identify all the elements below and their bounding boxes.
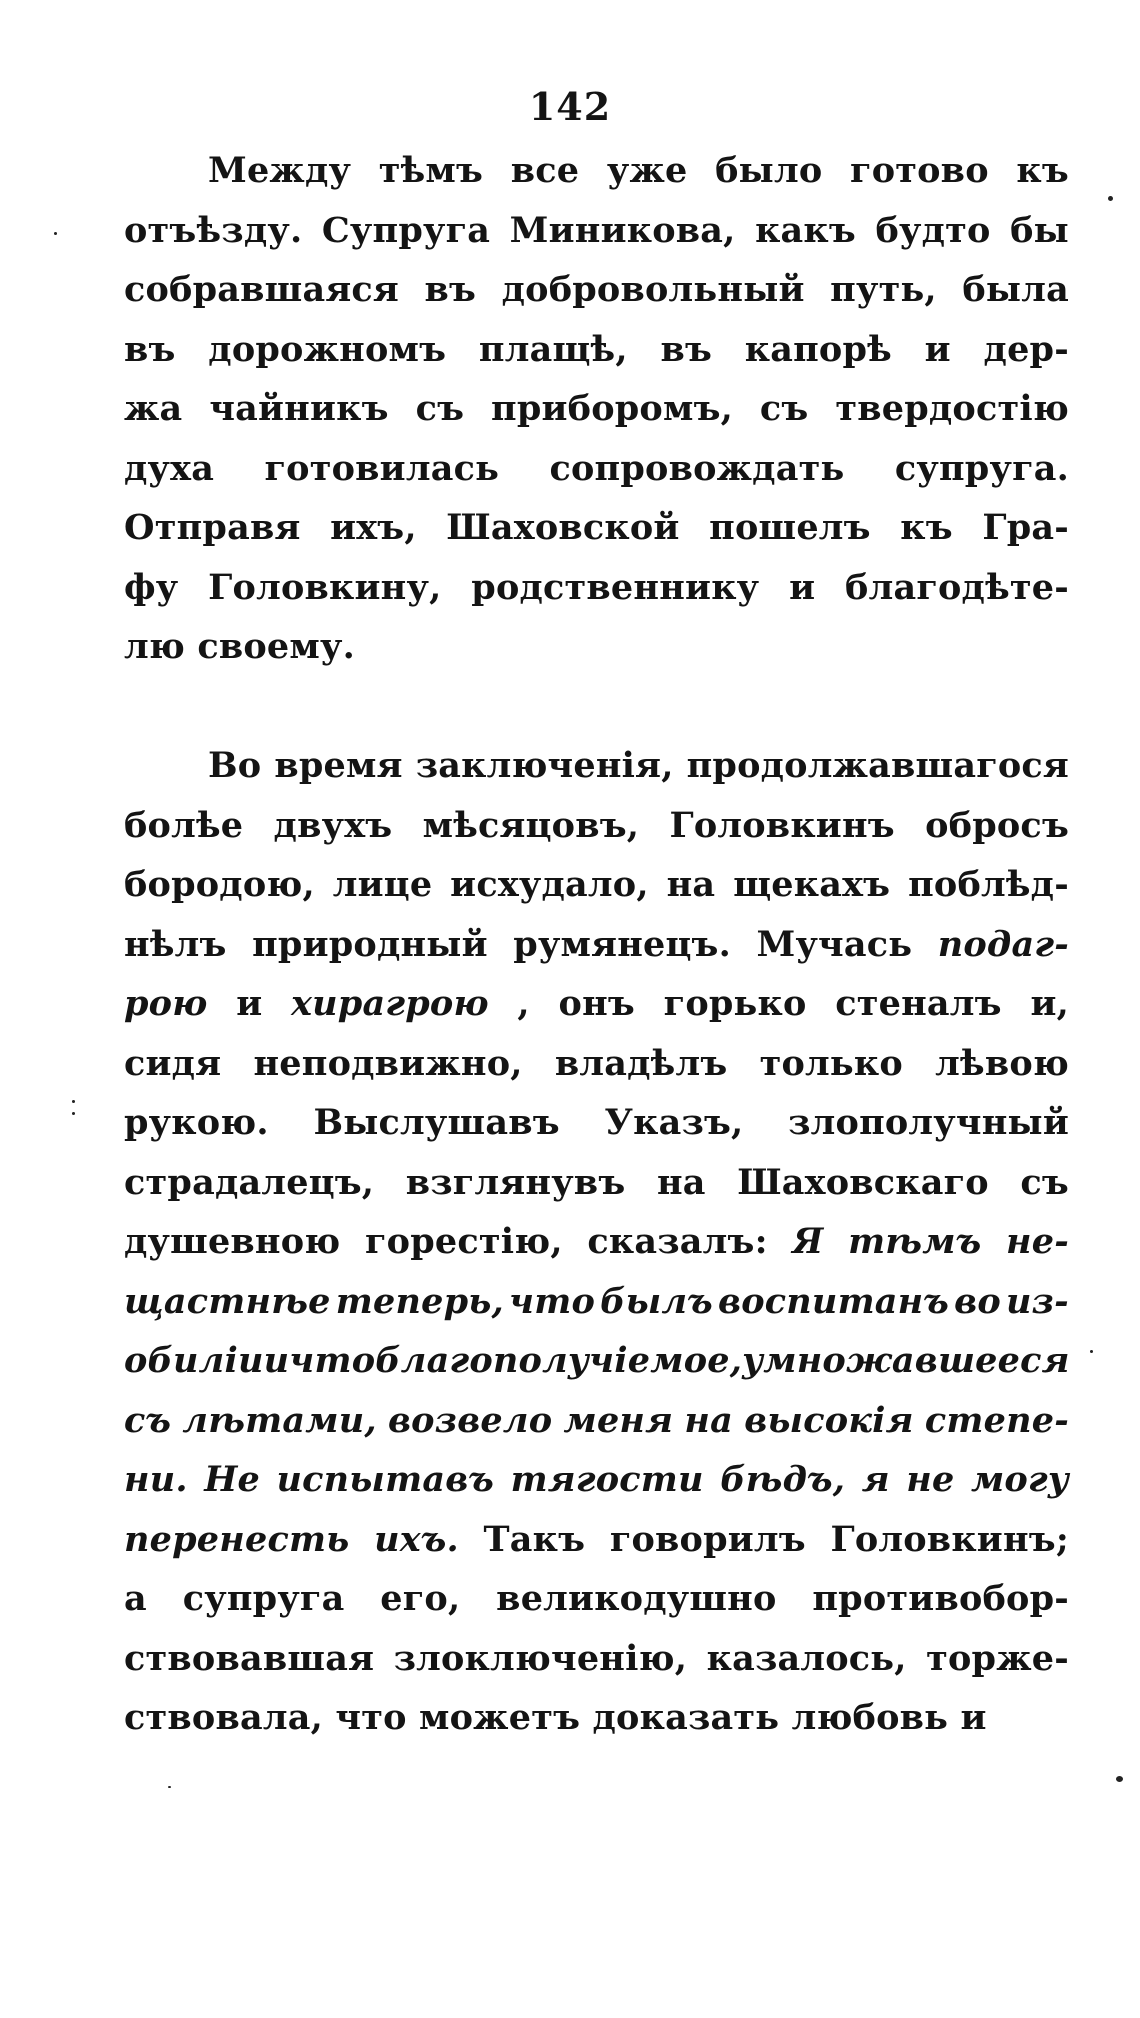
word: казалось,	[706, 1637, 907, 1679]
word: румянецъ.	[513, 923, 731, 965]
word: двухъ	[273, 804, 393, 846]
word: душевною	[124, 1221, 341, 1262]
word: бѣдъ,	[720, 1459, 846, 1500]
word: и	[960, 1697, 987, 1738]
word: дорожномъ	[208, 328, 447, 370]
text-line	[124, 1519, 1069, 1579]
word: въ	[660, 328, 713, 370]
word: приборомъ,	[491, 388, 734, 429]
word: Я	[792, 1221, 824, 1262]
word: умножавшееся	[742, 1340, 1070, 1381]
page-number: 142	[528, 84, 612, 129]
word: мѣсяцовъ,	[422, 804, 640, 846]
word: что	[289, 1340, 376, 1381]
word: подаг-	[937, 923, 1069, 965]
word: я	[861, 1459, 890, 1500]
word: супруга.	[894, 447, 1069, 489]
text-line	[124, 448, 1069, 508]
word: сопровождать	[549, 447, 845, 489]
word: лѣвою	[935, 1042, 1069, 1084]
scan-speck	[54, 232, 57, 235]
word: благодѣте-	[845, 566, 1069, 608]
text-line	[124, 1638, 1069, 1698]
paragraph-1	[124, 150, 1069, 686]
word: владѣлъ	[554, 1042, 728, 1084]
word: будто	[875, 209, 991, 251]
word: и	[789, 566, 816, 608]
word: твердостію	[835, 388, 1069, 429]
word: природный	[252, 923, 488, 965]
word: все	[510, 150, 580, 191]
word: была	[962, 269, 1069, 310]
text-line	[124, 1162, 1069, 1222]
word: былъ	[600, 1280, 713, 1322]
text-line	[124, 1340, 1069, 1400]
word: и,	[1030, 983, 1069, 1024]
scan-speck	[72, 1100, 75, 1103]
word: время	[274, 745, 403, 786]
word: любовь	[791, 1697, 949, 1738]
word: и	[924, 328, 951, 370]
text-line	[124, 1459, 1069, 1519]
word: обросъ	[925, 804, 1069, 846]
word: воспитанъ	[718, 1280, 950, 1322]
word: на	[684, 1399, 733, 1441]
word: не	[906, 1459, 955, 1500]
text-line	[124, 983, 1069, 1043]
word: продолжавшагося	[686, 745, 1069, 786]
word: Шаховской	[446, 507, 680, 548]
word: капорѣ	[744, 328, 892, 370]
text-line	[124, 507, 1069, 567]
word: сидя	[124, 1042, 222, 1084]
word: поблѣд-	[908, 864, 1069, 905]
word: съ	[415, 388, 465, 429]
word: Мучась	[756, 923, 913, 965]
word: Указъ,	[604, 1102, 744, 1143]
word: бы	[1010, 209, 1069, 251]
word: къ	[1016, 150, 1069, 191]
word: во	[954, 1280, 1001, 1322]
word: ствовала,	[124, 1697, 323, 1738]
scan-speck	[72, 1112, 75, 1115]
word: злополучный	[788, 1102, 1069, 1143]
word: взглянувъ	[405, 1161, 626, 1203]
word: можетъ	[419, 1697, 581, 1738]
word: на	[656, 1161, 706, 1203]
word: Головкинъ;	[830, 1518, 1069, 1560]
text-line	[124, 329, 1069, 389]
word: торже-	[926, 1637, 1069, 1679]
word: страдалецъ,	[124, 1161, 375, 1203]
word: его,	[380, 1578, 461, 1619]
word: путь,	[830, 269, 937, 310]
text-line	[124, 1697, 1069, 1757]
word: въ	[424, 269, 477, 310]
word: добровольный	[501, 269, 805, 310]
word: было	[715, 150, 823, 191]
word: рукою.	[124, 1102, 269, 1143]
word: готовилась	[264, 447, 500, 489]
word: фу	[124, 566, 179, 608]
word: щастнѣе	[124, 1280, 331, 1322]
word: не-	[1006, 1221, 1069, 1262]
word: жа	[124, 388, 183, 429]
word: плащѣ,	[478, 328, 628, 370]
word: хирагрою	[291, 983, 489, 1024]
text-line	[124, 805, 1069, 865]
word: тягости	[510, 1459, 704, 1500]
word: сказалъ:	[587, 1221, 768, 1262]
text-line	[124, 269, 1069, 329]
text-line	[124, 567, 1069, 627]
word: Шаховскаго	[737, 1161, 989, 1203]
word: высокія	[744, 1399, 914, 1441]
word: говорилъ	[609, 1518, 806, 1560]
word: ствовавшая	[124, 1637, 375, 1679]
word: и	[236, 983, 263, 1024]
text-line	[124, 626, 1069, 686]
word: Гра-	[982, 507, 1069, 548]
word: своему.	[197, 626, 355, 667]
word: великодушно	[496, 1578, 777, 1619]
word: и	[263, 1340, 290, 1381]
word: Миникова,	[509, 209, 736, 251]
text-line	[124, 1281, 1069, 1341]
word: заключенія,	[415, 745, 674, 786]
word: что	[509, 1280, 596, 1322]
text-line	[124, 745, 1069, 805]
word: из-	[1006, 1280, 1069, 1322]
text-line	[124, 1578, 1069, 1638]
word: родственнику	[471, 566, 760, 608]
word: бородою,	[124, 864, 315, 905]
word: горько	[663, 983, 807, 1024]
text-line	[124, 388, 1069, 448]
word: рою	[124, 983, 208, 1024]
word: Между	[208, 150, 352, 191]
word: съ	[124, 1399, 172, 1441]
word: супруга	[182, 1578, 345, 1619]
word: исхудало,	[450, 864, 649, 905]
scan-speck	[1090, 1350, 1093, 1353]
word: лице	[332, 864, 433, 905]
word: щекахъ	[733, 864, 891, 905]
text-line	[124, 1043, 1069, 1103]
word: ,	[517, 983, 530, 1024]
scan-speck	[1108, 196, 1113, 201]
word: Выслушавъ	[313, 1102, 560, 1143]
word: возвело	[387, 1399, 553, 1441]
text-line	[124, 1102, 1069, 1162]
word: готово	[850, 150, 989, 191]
word: съ	[1020, 1161, 1069, 1203]
word: перенесть	[124, 1518, 350, 1560]
text-line	[124, 864, 1069, 924]
text-line	[124, 210, 1069, 270]
word: нѣлъ	[124, 923, 227, 965]
scan-speck	[1116, 1776, 1123, 1782]
word: духа	[124, 447, 215, 489]
word: ихъ.	[374, 1518, 459, 1560]
word: онъ	[558, 983, 635, 1024]
word: благополучіе	[375, 1340, 651, 1381]
word: болѣе	[124, 804, 244, 846]
word: въ	[124, 328, 176, 370]
word: Во	[208, 745, 262, 786]
word: могу	[970, 1459, 1069, 1500]
word: испытавъ	[276, 1459, 495, 1500]
word: степе-	[924, 1399, 1069, 1441]
paragraph-2	[124, 745, 1069, 1757]
word: Не	[204, 1459, 260, 1500]
word: къ	[900, 507, 953, 548]
word: ихъ,	[330, 507, 417, 548]
scan-speck	[168, 1786, 171, 1788]
word: уже	[606, 150, 688, 191]
word: тѣмъ	[378, 150, 484, 191]
word: отъѣзду.	[124, 209, 303, 251]
word: на	[666, 864, 716, 905]
word: а	[124, 1578, 147, 1619]
word: съ	[759, 388, 809, 429]
word: ни.	[124, 1459, 188, 1500]
word: меня	[563, 1399, 674, 1441]
word: Отправя	[124, 507, 301, 548]
word: пошелъ	[709, 507, 871, 548]
word: лѣтами,	[182, 1399, 377, 1441]
text-line	[124, 1221, 1069, 1281]
word: доказать	[592, 1697, 780, 1738]
word: обиліи	[124, 1340, 264, 1381]
word: Супруга	[321, 209, 491, 251]
word: чайникъ	[209, 388, 389, 429]
word: лю	[124, 626, 185, 667]
word: неподвижно,	[253, 1042, 523, 1084]
text-line	[124, 924, 1069, 984]
word: что	[335, 1697, 407, 1738]
word: только	[759, 1042, 903, 1084]
word: тѣмъ	[848, 1221, 982, 1262]
word: какъ	[755, 209, 856, 251]
word: собравшаяся	[124, 269, 399, 310]
text-line	[124, 1400, 1069, 1460]
text-line	[124, 150, 1069, 210]
word: горестію,	[365, 1221, 563, 1262]
word: стеналъ	[835, 983, 1002, 1024]
word: Головкинъ	[669, 804, 895, 846]
word: мое,	[650, 1340, 743, 1381]
word: Такъ	[483, 1518, 586, 1560]
word: теперь,	[335, 1280, 504, 1322]
word: дер-	[983, 328, 1069, 370]
word: противобор-	[812, 1578, 1069, 1619]
word: Головкину,	[208, 566, 442, 608]
word: злоключенію,	[393, 1637, 688, 1679]
